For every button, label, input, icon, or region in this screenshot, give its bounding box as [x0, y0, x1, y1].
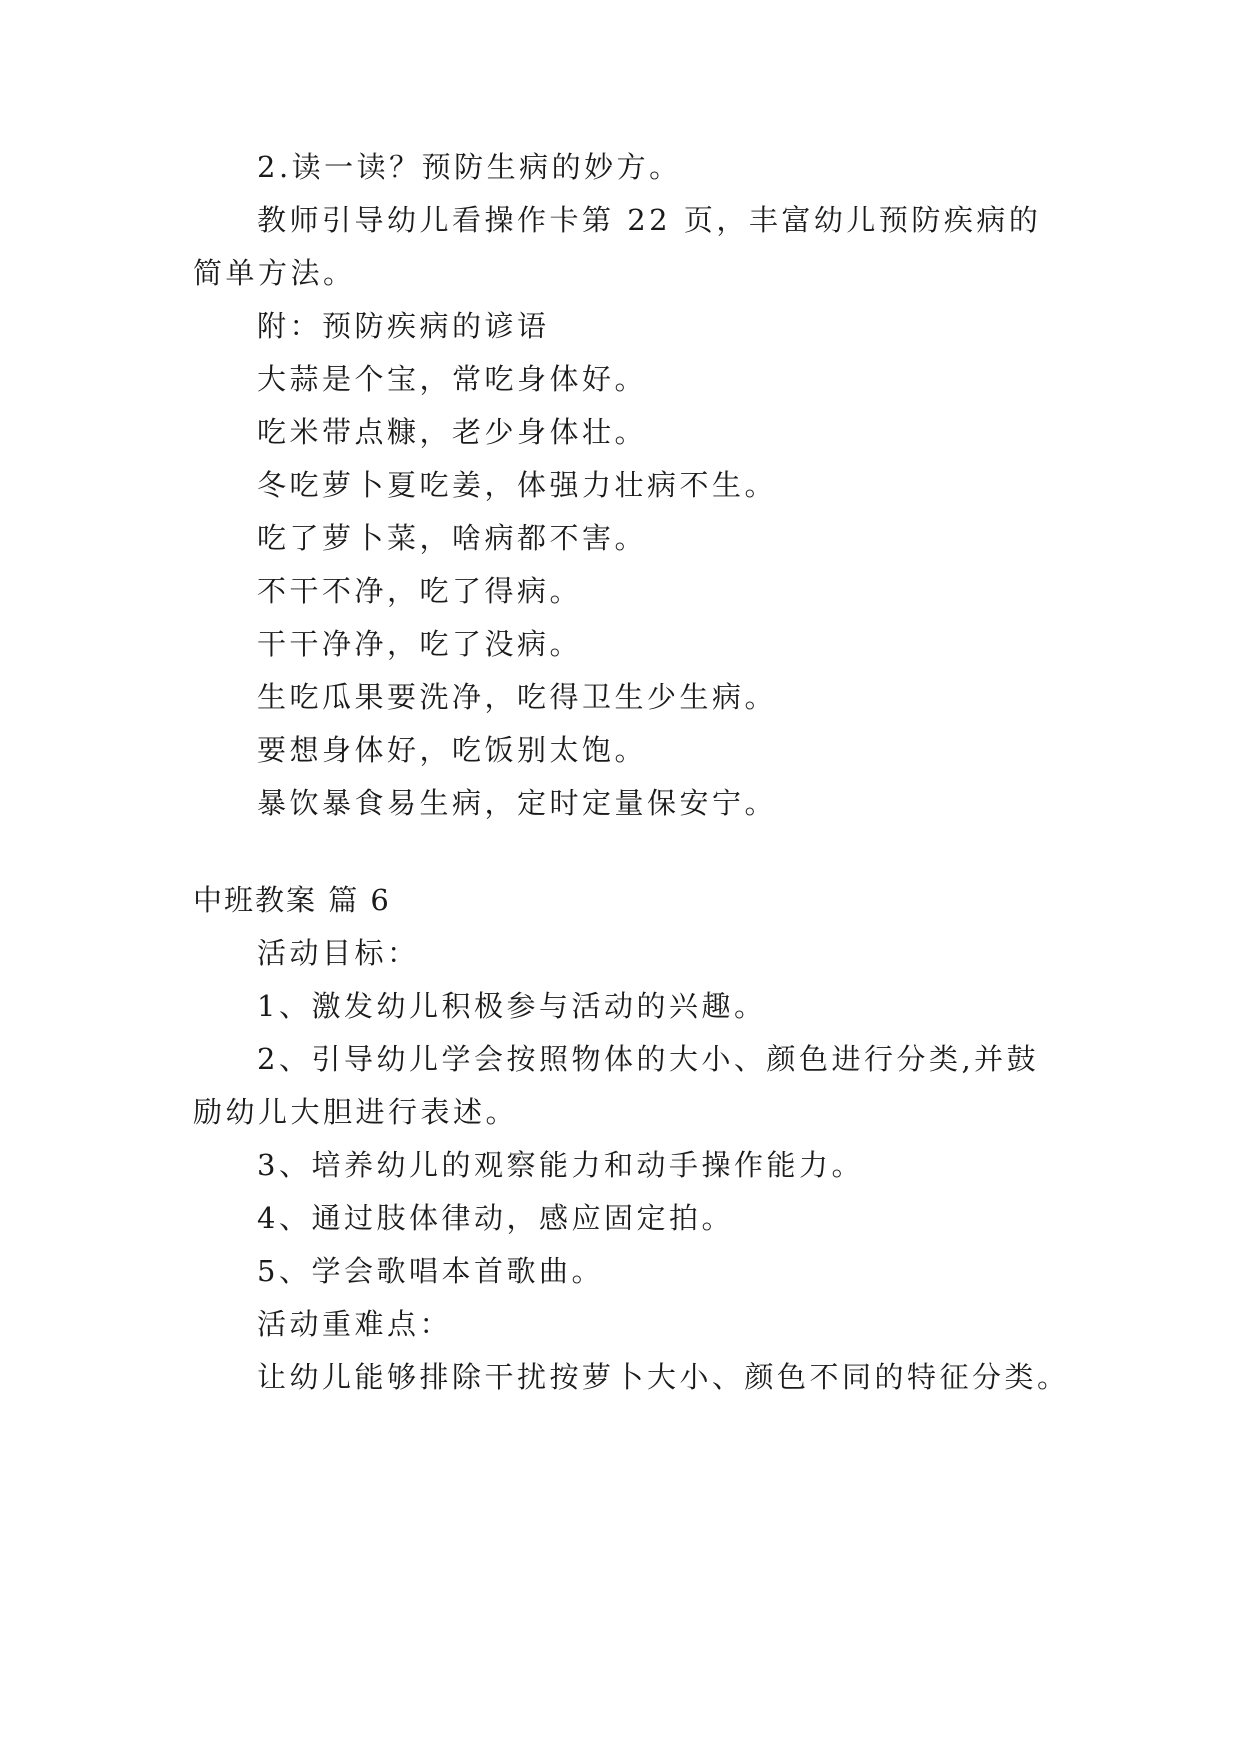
goal-item: 1、激发幼儿积极参与活动的兴趣。 — [257, 989, 767, 1023]
key-point-item: 让幼儿能够排除干扰按萝卜大小、颜色不同的特征分类。 — [257, 1360, 1070, 1394]
goal-item: 2、引导幼儿学会按照物体的大小、颜色进行分类,并鼓 — [257, 1042, 1040, 1076]
proverb-line: 冬吃萝卜夏吃姜，体强力壮病不生。 — [257, 468, 778, 502]
goals-title: 活动目标： — [257, 936, 420, 970]
proverb-line: 大蒜是个宝，常吃身体好。 — [257, 362, 648, 396]
proverb-line: 不干不净，吃了得病。 — [257, 574, 583, 608]
section-heading: 中班教案 篇 6 — [193, 883, 391, 917]
proverb-line: 要想身体好，吃饭别太饱。 — [257, 733, 648, 767]
goal-item-continuation: 励幼儿大胆进行表述。 — [193, 1095, 519, 1129]
key-points-title: 活动重难点： — [257, 1307, 453, 1341]
item-2-title: 2.读一读？预防生病的妙方。 — [257, 150, 682, 184]
goal-item: 5、学会歌唱本首歌曲。 — [257, 1254, 604, 1288]
proverb-line: 暴饮暴食易生病，定时定量保安宁。 — [257, 786, 778, 820]
paragraph-line: 简单方法。 — [193, 256, 356, 290]
paragraph-line: 教师引导幼儿看操作卡第 22 页，丰富幼儿预防疾病的 — [257, 203, 1042, 237]
proverb-line: 吃了萝卜菜，啥病都不害。 — [257, 521, 648, 555]
proverb-line: 生吃瓜果要洗净，吃得卫生少生病。 — [257, 680, 778, 714]
proverb-line: 吃米带点糠，老少身体壮。 — [257, 415, 648, 449]
goal-item: 3、培养幼儿的观察能力和动手操作能力。 — [257, 1148, 864, 1182]
proverb-line: 干干净净，吃了没病。 — [257, 627, 583, 661]
goal-item: 4、通过肢体律动，感应固定拍。 — [257, 1201, 734, 1235]
appendix-title: 附：预防疾病的谚语 — [257, 309, 550, 343]
